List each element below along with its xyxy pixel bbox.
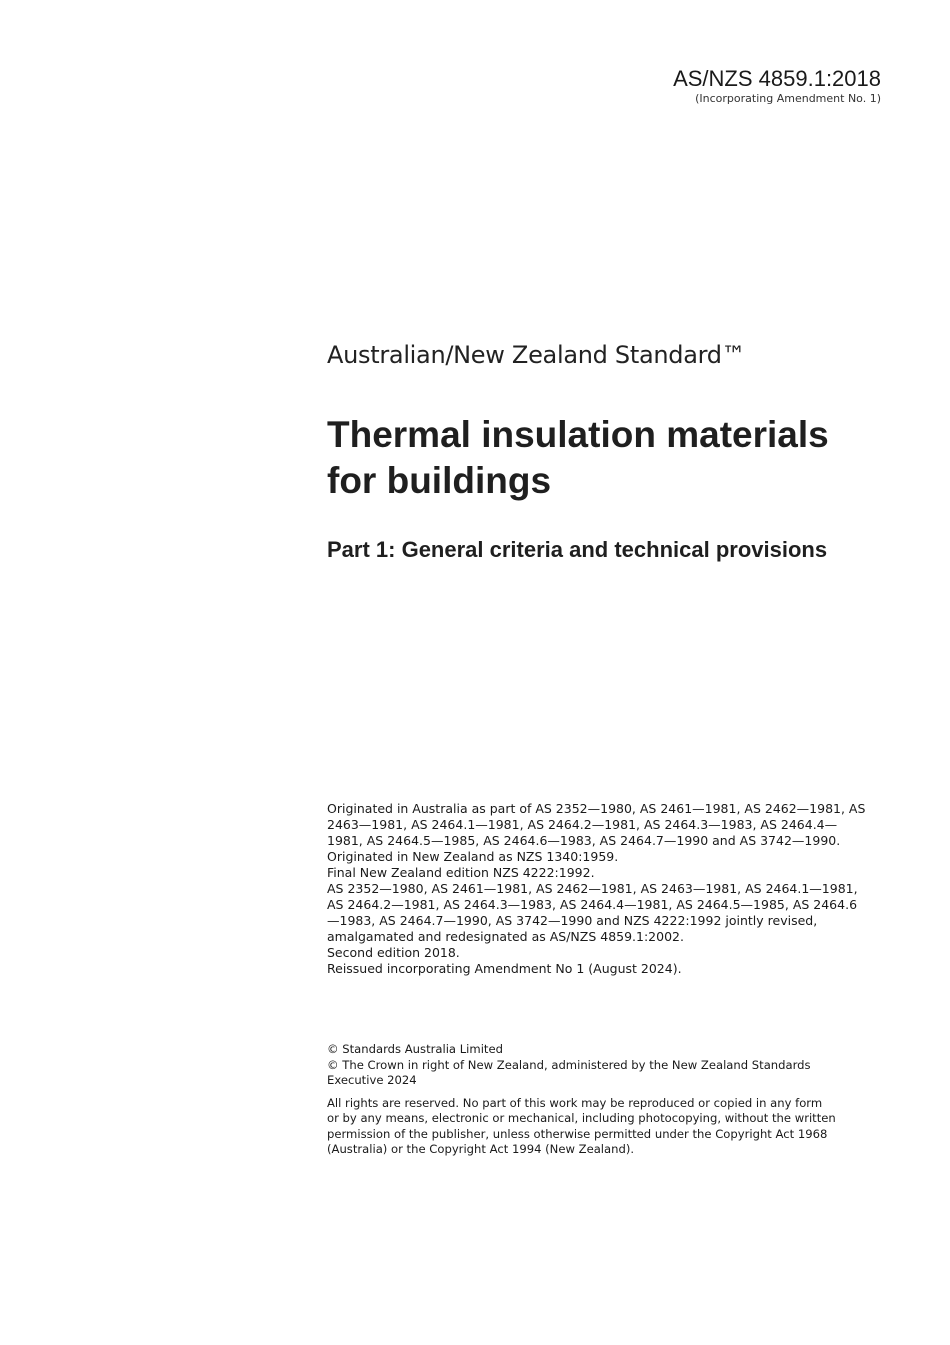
history-line: —1983, AS 2464.7—1990, AS 3742—1990 and NZS 4222:1992 jointly revised, — [327, 913, 818, 928]
rights-reserved-text — [327, 1096, 887, 1158]
copyright-notice — [327, 1042, 887, 1158]
standard-number: AS/NZS 4859.1:2018 — [673, 66, 881, 91]
title-line: Thermal insulation materials — [327, 414, 829, 455]
document-title — [327, 412, 887, 504]
rights-line: permission of the publisher, unless otherwise permitted under the Copyright Act 1968 — [327, 1126, 828, 1141]
rights-line: All rights are reserved. No part of this work may be reproduced or copied in any form — [327, 1095, 823, 1110]
copyright-line: © Standards Australia Limited — [327, 1042, 503, 1056]
history-line: 2463—1981, AS 2464.1—1981, AS 2464.2—1981, AS 2464.3—1983, AS 2464.4— — [327, 817, 838, 832]
document-header — [673, 66, 881, 106]
publication-history — [327, 801, 887, 977]
history-line: 1981, AS 2464.5—1985, AS 2464.6—1983, AS 2464.7—1990 and AS 3742—1990. — [327, 833, 841, 848]
title-line: for buildings — [327, 460, 552, 501]
document-subtitle: Part 1: General criteria and technical provisions — [327, 537, 828, 562]
rights-line: or by any means, electronic or mechanical, including photocopying, without the written — [327, 1111, 836, 1125]
copyright-line: Executive 2024 — [327, 1073, 417, 1087]
title-block — [327, 340, 887, 564]
history-line: Second edition 2018. — [327, 945, 460, 960]
amendment-note: (Incorporating Amendment No. 1) — [695, 92, 881, 105]
history-line: Originated in New Zealand as NZS 1340:1959. — [327, 849, 619, 864]
copyright-line: © The Crown in right of New Zealand, administered by the New Zealand Standards — [327, 1057, 811, 1072]
rights-line: (Australia) or the Copyright Act 1994 (New Zealand). — [327, 1142, 635, 1156]
history-line: Reissued incorporating Amendment No 1 (August 2024). — [327, 961, 682, 976]
history-line: Originated in Australia as part of AS 2352—1980, AS 2461—1981, AS 2462—1981, AS — [327, 801, 866, 816]
history-line: amalgamated and redesignated as AS/NZS 4859.1:2002. — [327, 929, 684, 944]
history-line: AS 2352—1980, AS 2461—1981, AS 2462—1981, AS 2463—1981, AS 2464.1—1981, — [327, 881, 858, 896]
history-line: AS 2464.2—1981, AS 2464.3—1983, AS 2464.4—1981, AS 2464.5—1985, AS 2464.6 — [327, 897, 858, 912]
history-line: Final New Zealand edition NZS 4222:1992. — [327, 865, 595, 880]
standard-label: Australian/New Zealand Standard™ — [327, 341, 746, 369]
